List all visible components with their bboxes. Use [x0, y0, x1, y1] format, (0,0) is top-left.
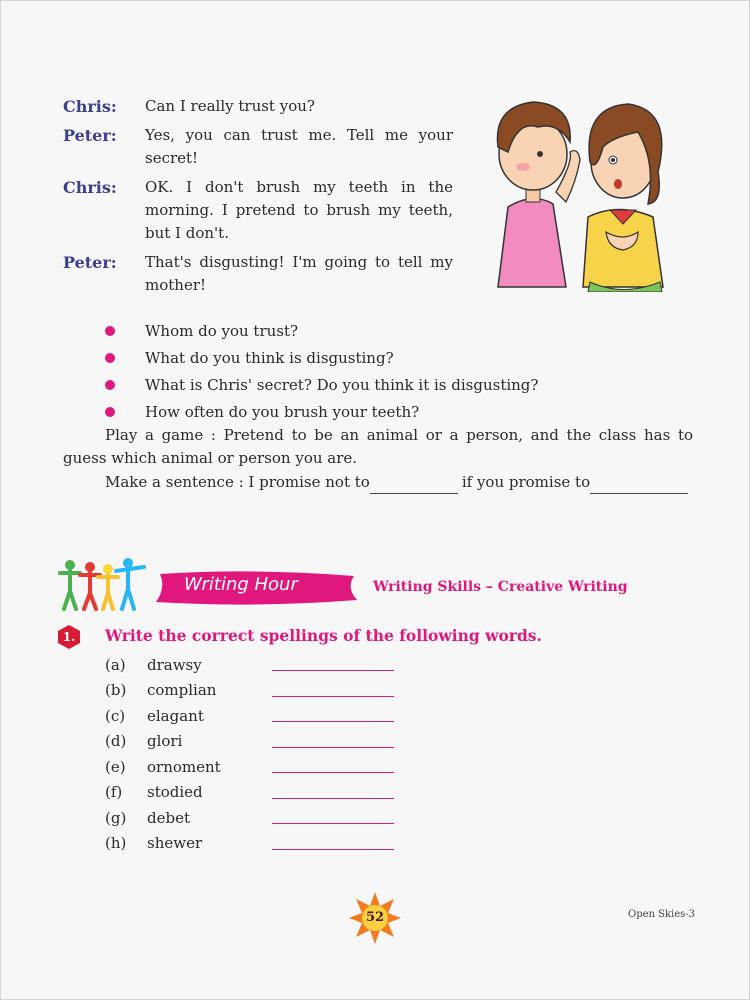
sentence-blank-1[interactable] [370, 477, 458, 494]
dialogue-line [63, 95, 453, 118]
dialogue-line [63, 124, 453, 170]
bullet-icon [105, 353, 115, 363]
misspelled-word: elagant [147, 706, 204, 725]
sentence-prompt [105, 471, 705, 494]
list-item [105, 371, 538, 398]
speech-text: Can I really trust you? [145, 97, 315, 115]
speech-text: OK. I don't brush my teeth in the morning. I pretend to brush my teeth, but I don't. [145, 178, 453, 242]
section-header [58, 555, 658, 615]
question-number-badge [56, 624, 82, 650]
answer-blank[interactable] [272, 786, 394, 799]
sentence-start: Make a sentence : I promise not to [105, 473, 370, 491]
list-item [105, 703, 394, 729]
misspelled-word: glori [147, 732, 183, 751]
answer-blank[interactable] [272, 658, 394, 671]
exercise-instruction: Write the correct spellings of the following words. [105, 626, 542, 645]
answer-blank[interactable] [272, 709, 394, 722]
list-item [105, 805, 394, 831]
dialogue-line [63, 176, 453, 245]
answer-blank[interactable] [272, 760, 394, 773]
sentence-blank-2[interactable] [590, 477, 688, 494]
bullet-icon [105, 380, 115, 390]
question-number: 1. [62, 630, 76, 644]
question-text: How often do you brush your teeth? [145, 402, 420, 421]
dialogue [63, 95, 453, 303]
answer-blank[interactable] [272, 837, 394, 850]
list-item [105, 831, 394, 857]
answer-blank[interactable] [272, 684, 394, 697]
item-letter: (d) [105, 732, 127, 751]
question-text: What is Chris' secret? Do you think it is disgusting? [145, 375, 539, 394]
question-text: What do you think is disgusting? [145, 348, 394, 367]
list-item [105, 678, 394, 704]
list-item [105, 344, 538, 371]
question-text: Whom do you trust? [145, 321, 299, 340]
list-item [105, 780, 394, 806]
item-letter: (c) [105, 706, 126, 725]
people-icon [58, 555, 148, 611]
speech-text: Yes, you can trust me. Tell me your secret! [145, 126, 453, 167]
list-item [105, 754, 394, 780]
speaker-name: Chris: [63, 97, 117, 116]
speech-text: That's disgusting! I'm going to tell my mother! [145, 253, 453, 294]
misspelled-word: debet [147, 808, 190, 827]
dialogue-line [63, 251, 453, 297]
list-item [105, 729, 394, 755]
section-title: Writing Hour [184, 574, 298, 595]
misspelled-word: shewer [147, 834, 203, 853]
speaker-name: Peter: [63, 253, 117, 272]
item-letter: (g) [105, 808, 127, 827]
bullet-icon [105, 326, 115, 336]
bullet-icon [105, 407, 115, 417]
spelling-list [105, 652, 394, 856]
item-letter: (a) [105, 655, 126, 674]
page-number-badge [348, 891, 402, 945]
page-number: 52 [365, 910, 385, 925]
kids-whispering-illustration [478, 92, 678, 292]
book-title-footer: Open Skies-3 [628, 909, 696, 920]
answer-blank[interactable] [272, 811, 394, 824]
game-instructions: Play a game : Pretend to be an animal or a person, and the class has to guess which animal or person you are. [63, 426, 693, 467]
section-subtitle: Writing Skills – Creative Writing [373, 579, 628, 595]
item-letter: (b) [105, 681, 127, 700]
item-letter: (h) [105, 834, 127, 853]
list-item [105, 317, 538, 344]
discussion-questions [105, 317, 538, 425]
answer-blank[interactable] [272, 735, 394, 748]
speaker-name: Chris: [63, 178, 117, 197]
list-item [105, 398, 538, 425]
misspelled-word: complian [147, 681, 217, 700]
speaker-name: Peter: [63, 126, 117, 145]
item-letter: (e) [105, 757, 126, 776]
misspelled-word: drawsy [147, 655, 202, 674]
item-letter: (f) [105, 783, 123, 802]
list-item [105, 652, 394, 678]
sentence-middle: if you promise to [461, 473, 591, 491]
misspelled-word: stodied [147, 783, 203, 802]
misspelled-word: ornoment [147, 757, 221, 776]
